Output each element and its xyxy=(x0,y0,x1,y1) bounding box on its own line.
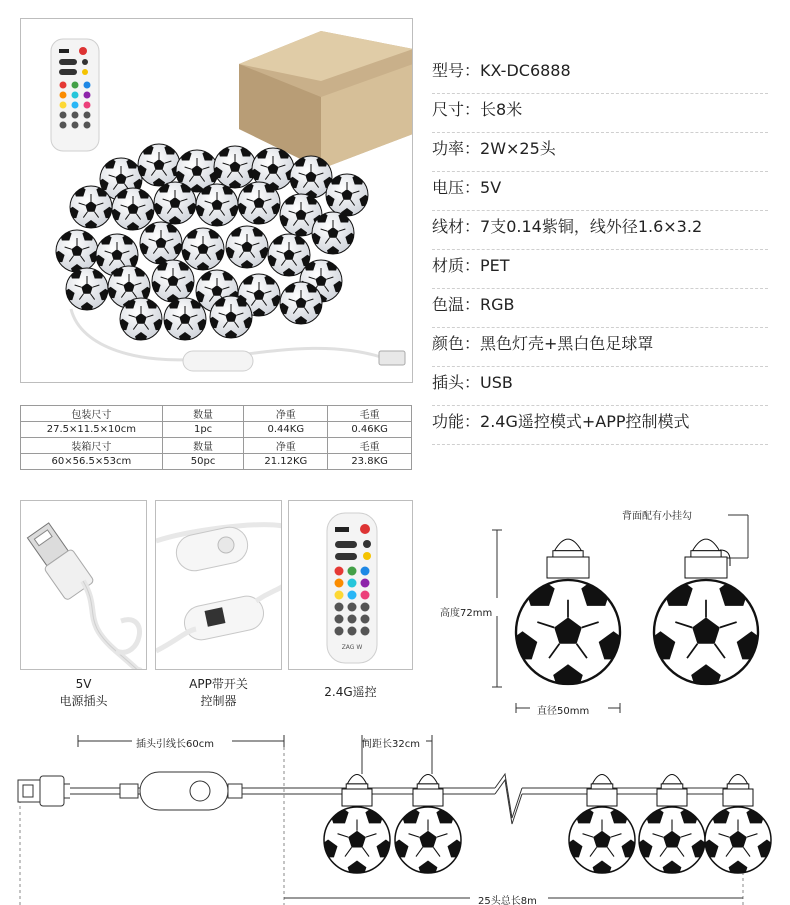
remote-brand: ZAG W xyxy=(341,644,363,651)
diameter-label: 直径50mm xyxy=(537,706,590,717)
table-cell: 数量 xyxy=(162,438,244,454)
spec-value: 7支0.14紫铜，线外径1.6×3.2 xyxy=(480,217,703,236)
spec-value: KX-DC6888 xyxy=(480,61,571,80)
caption-line: 电源插头 xyxy=(59,694,108,708)
usb-photo xyxy=(379,351,405,365)
spec-function xyxy=(432,407,768,445)
table-cell: 装箱尺寸 xyxy=(21,438,163,454)
spec-wire xyxy=(432,212,768,250)
lead-length-label: 插头引线长60cm xyxy=(136,739,214,750)
football-bulb xyxy=(319,806,396,879)
usb-plug-photo xyxy=(20,500,147,670)
controller-art xyxy=(156,501,282,670)
table-cell: 包装尺寸 xyxy=(21,406,163,422)
table-cell: 60×56.5×53cm xyxy=(21,454,163,470)
table-cell: 21.12KG xyxy=(244,454,328,470)
spec-value: USB xyxy=(480,373,513,392)
caption-line: APP带开关 xyxy=(189,677,248,691)
table-row xyxy=(21,454,412,470)
spec-size xyxy=(432,95,768,133)
usb-plug-art xyxy=(21,501,147,670)
height-label: 高度72mm xyxy=(440,608,493,619)
table-cell: 净重 xyxy=(244,406,328,422)
bulb-cap xyxy=(413,775,443,806)
table-cell: 毛重 xyxy=(328,406,412,422)
packing-box-photo xyxy=(239,31,413,169)
string-bulbs xyxy=(319,774,777,878)
controller-photo xyxy=(183,351,253,371)
table-cell: 0.44KG xyxy=(244,422,328,438)
hook-note: 背面配有小挂勾 xyxy=(622,511,692,522)
spec-label: 尺寸： xyxy=(432,100,481,119)
table-cell: 23.8KG xyxy=(328,454,412,470)
football-bulb xyxy=(53,229,102,275)
football-bulb xyxy=(646,578,767,693)
football-bulb-pile xyxy=(53,143,372,343)
caption-usb-plug xyxy=(20,676,147,710)
spec-color xyxy=(432,329,768,367)
spec-label: 功能： xyxy=(432,412,481,431)
table-cell: 1pc xyxy=(162,422,244,438)
bulb-cap xyxy=(342,775,372,806)
product-photo-art xyxy=(21,19,413,383)
football-bulb xyxy=(564,806,641,879)
caption-line: 控制器 xyxy=(200,694,237,708)
football-bulb xyxy=(508,578,629,693)
spec-label: 材质： xyxy=(432,256,481,275)
remote-photo-panel xyxy=(288,500,413,670)
football-bulb xyxy=(390,806,467,879)
caption-controller xyxy=(155,676,282,710)
table-cell: 50pc xyxy=(162,454,244,470)
spec-material xyxy=(432,251,768,289)
caption-remote xyxy=(288,684,413,701)
total-length-label: 25头总长8m xyxy=(478,896,537,905)
table-cell: 27.5×11.5×10cm xyxy=(21,422,163,438)
string-length-diagram xyxy=(0,728,790,905)
spec-label: 色温： xyxy=(432,295,481,314)
bulb-cap xyxy=(587,775,617,806)
table-row xyxy=(21,438,412,454)
table-cell: 毛重 xyxy=(328,438,412,454)
table-cell: 净重 xyxy=(244,438,328,454)
football-bulb xyxy=(63,267,112,313)
bulb-front-and-back xyxy=(508,539,767,692)
spec-label: 插头： xyxy=(432,373,481,392)
football-bulb xyxy=(223,225,272,271)
bulb-cap xyxy=(657,775,687,806)
spec-value: 长8米 xyxy=(480,100,523,119)
table-row xyxy=(21,422,412,438)
spec-label: 线材： xyxy=(432,217,481,236)
spec-power xyxy=(432,134,768,172)
spec-voltage xyxy=(432,173,768,211)
bulb-cap xyxy=(685,539,727,578)
spec-label: 型号： xyxy=(432,61,481,80)
product-photo xyxy=(20,18,413,383)
spec-value: 黑色灯壳+黑白色足球罩 xyxy=(480,334,654,353)
spec-label: 功率： xyxy=(432,139,481,158)
spec-color-temp xyxy=(432,290,768,328)
spec-plug xyxy=(432,368,768,406)
table-cell: 数量 xyxy=(162,406,244,422)
bulb-cap xyxy=(723,775,753,806)
spec-value: 5V xyxy=(480,178,502,197)
football-bulb xyxy=(634,806,711,879)
spacing-label: 间距长32cm xyxy=(362,739,420,750)
table-row xyxy=(21,406,412,422)
spec-value: RGB xyxy=(480,295,515,314)
caption-line: 2.4G遥控 xyxy=(324,685,377,699)
spec-model xyxy=(432,56,768,94)
table-cell: 0.46KG xyxy=(328,422,412,438)
remote-photo xyxy=(51,39,99,151)
football-bulb xyxy=(700,806,777,879)
caption-line: 5V xyxy=(75,677,92,691)
controller-photo-panel xyxy=(155,500,282,670)
spec-label: 颜色： xyxy=(432,334,481,353)
spec-value: 2W×25头 xyxy=(480,139,556,158)
packing-table xyxy=(20,405,412,470)
spec-value: PET xyxy=(480,256,510,275)
spec-value: 2.4G遥控模式+APP控制模式 xyxy=(480,412,690,431)
remote-art xyxy=(289,501,413,670)
bulb-cap xyxy=(547,539,589,578)
spec-label: 电压： xyxy=(432,178,481,197)
